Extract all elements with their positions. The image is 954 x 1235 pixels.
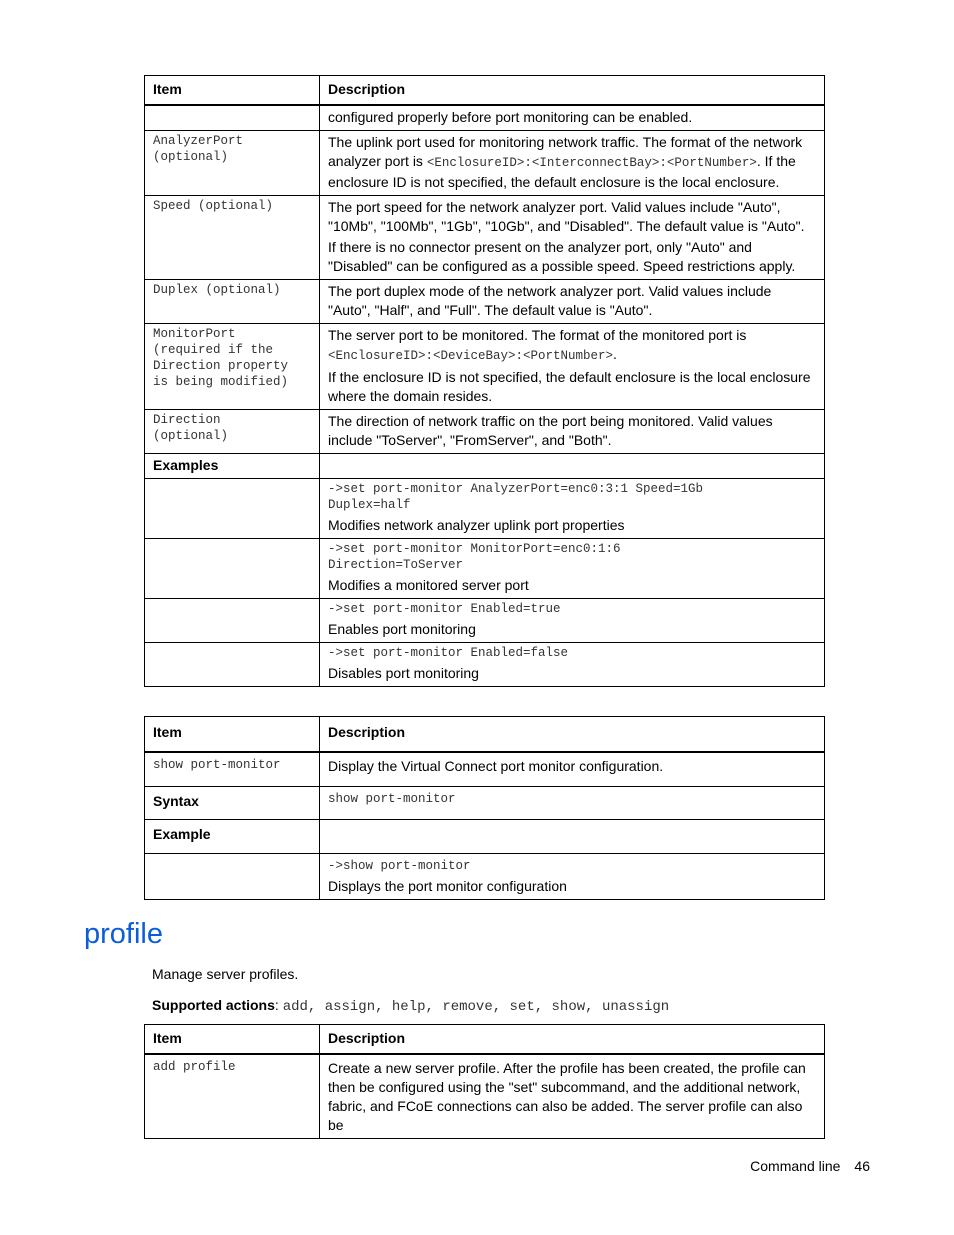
- example-row: [145, 643, 825, 687]
- item-cell: [145, 539, 320, 599]
- table-row: [145, 105, 825, 131]
- table-row: [145, 1054, 825, 1139]
- table-row: [145, 752, 825, 787]
- table-row: [145, 131, 825, 196]
- header-item: Item: [145, 76, 320, 106]
- monitorport-desc-text: The server port to be monitored. The format of the monitored port is: [328, 327, 747, 343]
- page-footer: [750, 1158, 870, 1174]
- table-header-row: [145, 1025, 825, 1055]
- example-row: [145, 479, 825, 539]
- example-cell: [320, 479, 825, 539]
- analyzer-desc-text-end: . If the enclosure ID is not specified, the default enclosure is the local enclosure.: [328, 153, 796, 190]
- footer-section: Command line: [750, 1158, 841, 1174]
- item-cell: Speed (optional): [145, 196, 320, 280]
- profile-table: [144, 1024, 825, 1139]
- direction-item: Direction (optional): [153, 413, 229, 443]
- example-cell: [320, 643, 825, 687]
- examples-label: Examples: [145, 454, 320, 479]
- table-row: [145, 820, 825, 854]
- table-row: [145, 196, 825, 280]
- monitorport-desc-p2: If the enclosure ID is not specified, the default enclosure is the local enclosure where the domain resides.: [328, 369, 811, 404]
- example-text: Modifies network analyzer uplink port properties: [328, 517, 625, 533]
- example-text: Modifies a monitored server port: [328, 577, 529, 593]
- example-command: ->set port-monitor Enabled=true: [328, 602, 561, 616]
- syntax-label: Syntax: [145, 787, 320, 820]
- example-command: ->show port-monitor: [328, 859, 471, 873]
- monitorport-desc-p1: [328, 326, 816, 366]
- example-text: Displays the port monitor configuration: [328, 878, 567, 894]
- page-number: 46: [854, 1158, 870, 1174]
- description-cell: The direction of network traffic on the port being monitored. Valid values include "ToServer", "FromServer", and "Both".: [320, 410, 825, 454]
- item-cell: [145, 643, 320, 687]
- item-cell: [145, 599, 320, 643]
- speed-desc-p1: The port speed for the network analyzer port. Valid values include "Auto", "10Mb", "100Mb", "1Gb", "10Gb", and "Disabled". The default value is "Auto".: [328, 199, 805, 234]
- analyzer-port-item: AnalyzerPort (optional): [153, 134, 244, 164]
- speed-desc-p2: If there is no connector present on the analyzer port, only "Auto" and "Disabled" can be configured as a possible speed. Speed restrictions apply.: [328, 239, 796, 274]
- section-description: Manage server profiles.: [152, 966, 299, 982]
- table-row: [145, 454, 825, 479]
- description-cell: Display the Virtual Connect port monitor configuration.: [320, 752, 825, 787]
- description-cell: [320, 196, 825, 280]
- item-cell: add profile: [145, 1054, 320, 1139]
- description-cell: [320, 454, 825, 479]
- monitor-port-item: MonitorPort (required if the Direction property is being modified): [153, 327, 289, 389]
- item-cell: [145, 854, 320, 900]
- supported-actions: Supported actions: add, assign, help, remove, set, show, unassign: [152, 997, 670, 1015]
- monitorport-format-code: <EnclosureID>:<DeviceBay>:<PortNumber>: [328, 349, 614, 363]
- item-cell: [145, 324, 320, 410]
- table-header-row: [145, 717, 825, 753]
- table-header-row: [145, 76, 825, 106]
- monitorport-desc-end: .: [613, 346, 617, 362]
- example-command: ->set port-monitor AnalyzerPort=enc0:3:1 Speed=1Gb Duplex=half: [328, 482, 704, 512]
- item-cell: [145, 410, 320, 454]
- example-cell: [320, 539, 825, 599]
- table-row: [145, 787, 825, 820]
- table-row: [145, 280, 825, 324]
- header-description: Description: [320, 717, 825, 753]
- header-description: Description: [320, 76, 825, 106]
- item-cell: [145, 105, 320, 131]
- item-cell: [145, 131, 320, 196]
- example-text: Enables port monitoring: [328, 621, 476, 637]
- description-cell: [320, 324, 825, 410]
- description-cell: [320, 820, 825, 854]
- header-item: Item: [145, 1025, 320, 1055]
- analyzer-desc-text: The uplink port used for monitoring network traffic. The format of the network analyzer port is: [328, 134, 803, 169]
- example-label: Example: [145, 820, 320, 854]
- port-monitor-set-table: [144, 75, 825, 687]
- syntax-value: show port-monitor: [320, 787, 825, 820]
- item-cell: Duplex (optional): [145, 280, 320, 324]
- analyzer-format-code: <EnclosureID>:<InterconnectBay>:<PortNumber>: [426, 156, 757, 170]
- description-cell: The port duplex mode of the network analyzer port. Valid values include "Auto", "Half", and "Full". The default value is "Auto".: [320, 280, 825, 324]
- table-row: [145, 410, 825, 454]
- example-command: ->set port-monitor Enabled=false: [328, 646, 569, 660]
- header-description: Description: [320, 1025, 825, 1055]
- example-row: [145, 854, 825, 900]
- supported-actions-label: Supported actions: [152, 997, 275, 1013]
- description-cell: configured properly before port monitoring can be enabled.: [320, 105, 825, 131]
- example-cell: [320, 599, 825, 643]
- show-port-monitor-table: [144, 716, 825, 900]
- example-command: ->set port-monitor MonitorPort=enc0:1:6 Direction=ToServer: [328, 542, 621, 572]
- example-row: [145, 599, 825, 643]
- example-row: [145, 539, 825, 599]
- table-row: [145, 324, 825, 410]
- item-cell: [145, 479, 320, 539]
- section-title: profile: [84, 918, 163, 950]
- description-cell: Create a new server profile. After the profile has been created, the profile can then be configured using the "set" subcommand, and the additional network, fabric, and FCoE connections can also be added. The server profile can also be: [320, 1054, 825, 1139]
- item-cell: show port-monitor: [145, 752, 320, 787]
- example-cell: [320, 854, 825, 900]
- example-text: Disables port monitoring: [328, 665, 479, 681]
- description-cell: [320, 131, 825, 196]
- supported-actions-list: add, assign, help, remove, set, show, unassign: [282, 999, 670, 1015]
- header-item: Item: [145, 717, 320, 753]
